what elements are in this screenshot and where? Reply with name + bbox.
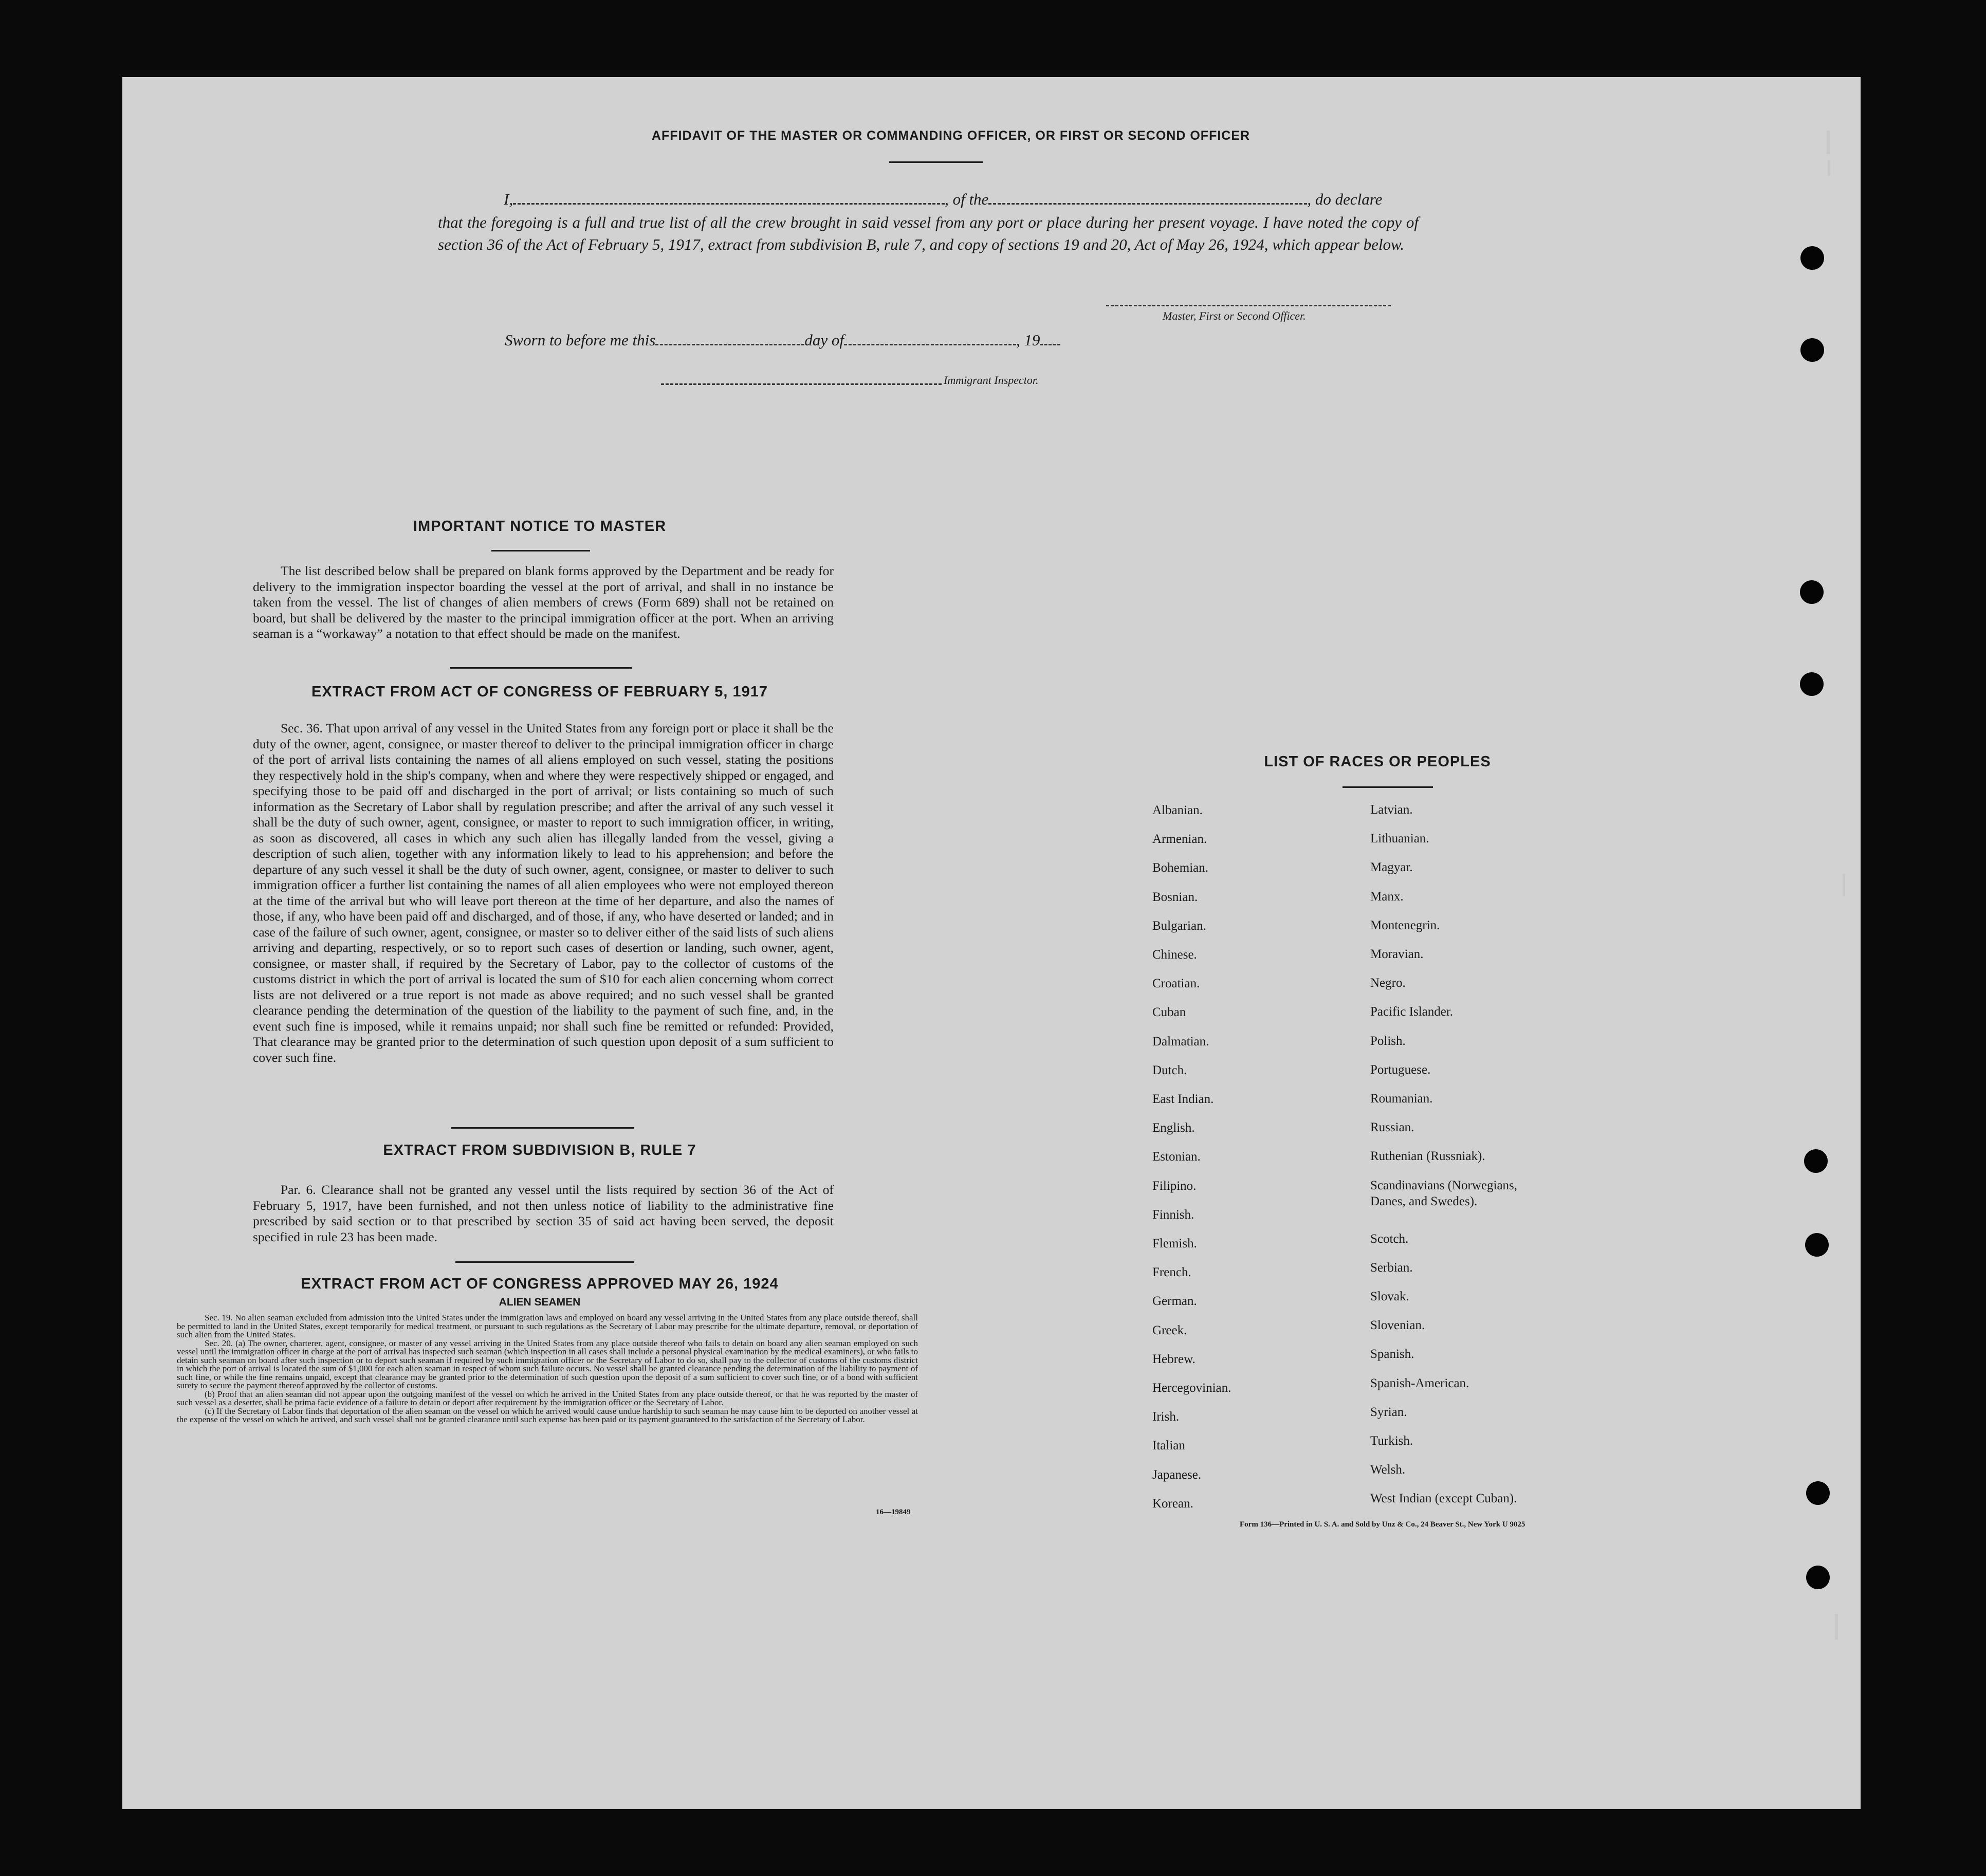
master-signature-line — [1106, 305, 1391, 306]
race-item: Lithuanian. — [1370, 832, 1429, 846]
affidavit-line-1 — [438, 188, 1419, 210]
binder-hole — [1800, 580, 1824, 604]
race-item: Flemish. — [1152, 1237, 1197, 1250]
race-item: German. — [1152, 1294, 1197, 1309]
race-item: Welsh. — [1370, 1463, 1406, 1477]
race-item: Moravian. — [1370, 947, 1424, 961]
race-item: Dalmatian. — [1152, 1034, 1209, 1049]
edge-mark — [1827, 131, 1830, 154]
act-1924-text — [177, 1314, 918, 1424]
notice-title: IMPORTANT NOTICE TO MASTER — [413, 518, 667, 535]
race-item: Finnish. — [1152, 1207, 1194, 1222]
master-signature-label: Master, First or Second Officer. — [1163, 309, 1306, 322]
race-item: Negro. — [1370, 976, 1406, 990]
section-19: Sec. 19. No alien seaman excluded from admission into the United States under the immigration laws and employed on board any vessel arriving in the United States from any place outside thereof, shall be permitted to land in the United States, except temporarily for medical treatment, or pursuant to such regulations as the Secretary of Labor may prescribe for the ultimate departure, removal, or deportation of such alien from the United States. — [177, 1313, 918, 1339]
race-item: Armenian. — [1152, 832, 1207, 847]
sworn-day-of: day of — [804, 331, 844, 349]
race-item: Turkish. — [1370, 1433, 1413, 1448]
race-item: Bohemian. — [1152, 861, 1209, 875]
race-item: Bulgarian. — [1152, 918, 1206, 933]
race-item: Syrian. — [1370, 1405, 1407, 1419]
section-20c: (c) If the Secretary of Labor finds that deportation of the alien seaman on the vessel on which he arrived would cause undue hardship to such seaman he may cause him to be deported on another vessel at the expense of the vessel on which he arrived, and such vessel shall not be granted clearance until such expense has been paid or its payment guaranteed to the satisfaction of the Secretary of Labor. — [177, 1406, 918, 1424]
notice-text: The list described below shall be prepared on blank forms approved by the Department and be ready for delivery to the immigration inspector boarding the vessel at the port of arrival, and shall in no instance be taken from the vessel. The list of changes of alien members of crews (Form 689) shall not be retained on board, but shall be delivered by the master to the principal immigration officer at the port. When an arriving seaman is a “workaway” a notation to that effect should be made on the manifest. — [253, 563, 834, 641]
year-blank — [1040, 333, 1060, 345]
race-item: Slovenian. — [1370, 1318, 1425, 1333]
race-item: Hebrew. — [1152, 1352, 1196, 1366]
section-20b: (b) Proof that an alien seaman did not appear upon the outgoing manifest of the vessel on which he arrived in the United States from any place outside thereof, or that he was reported by the master of such vessel as a deserter, shall be prima facie evidence of a failure to detain or deport after requirement by the immigration officer or the Secretary of Labor. — [177, 1389, 918, 1407]
race-item: Latvian. — [1370, 803, 1413, 817]
affidavit-heading: AFFIDAVIT OF THE MASTER OR COMMANDING OFFICER, OR FIRST OR SECOND OFFICER — [651, 128, 1251, 143]
affidavit-i: I, — [504, 190, 513, 208]
race-item: Cuban — [1152, 1005, 1186, 1020]
race-item: Magyar. — [1370, 860, 1413, 875]
inspector-signature-line — [661, 383, 942, 385]
act-1924-title: EXTRACT FROM ACT OF CONGRESS APPROVED MAY 26, 1924 — [301, 1276, 779, 1292]
race-item: Korean. — [1152, 1496, 1193, 1511]
binder-hole — [1805, 1233, 1829, 1257]
rule-7-text: Par. 6. Clearance shall not be granted any vessel until the lists required by section 36 of the Act of February 5, 1917, have been furnished, and not then unless notice of liability to the administrative fine prescribed by said section or to that prescribed by section 35 of said act having been served, the deposit specified in rule 23 has been made. — [253, 1182, 834, 1244]
rule-7-title: EXTRACT FROM SUBDIVISION B, RULE 7 — [383, 1142, 696, 1158]
sworn-prefix: Sworn to before me this — [505, 331, 656, 349]
section-20a: Sec. 20. (a) The owner, charterer, agent, consignee, or master of any vessel arriving in the United States from any place outside thereof who fails to detain on board any alien seaman employed on such vessel until the immigration officer in charge at the port of arrival has inspected such seaman (which inspection in all cases shall include a personal physical examination by the medical examiners), or who fails to detain such seaman on board after such inspection or to deport such seaman if required by such immigration officer or the Secretary of Labor to do so, shall pay to the collector of customs of the customs district in which the port of arrival is located the sum of $1,000 for each alien seaman in respect of whom such failure occurs. No vessel shall be granted clearance pending the determination of the liability to payment of such fine, or while the fine remains unpaid, except that clearance may be granted prior to the determination of such question upon the deposit of a sum sufficient to cover such fine, or of a bond with sufficient surety to secure the payment thereof approved by the collector of customs. — [177, 1338, 918, 1390]
race-item: Pacific Islander. — [1370, 1005, 1454, 1019]
race-item: West Indian (except Cuban). — [1370, 1492, 1517, 1506]
race-item: Irish. — [1152, 1410, 1180, 1424]
race-item: Filipino. — [1152, 1179, 1197, 1193]
race-item: Polish. — [1370, 1034, 1406, 1048]
day-blank — [655, 333, 804, 345]
race-item: Croatian. — [1152, 977, 1200, 991]
race-item: East Indian. — [1152, 1092, 1214, 1106]
section-rule — [450, 667, 632, 669]
race-item: English. — [1152, 1121, 1195, 1135]
race-item: Serbian. — [1370, 1260, 1413, 1275]
race-item: Manx. — [1370, 889, 1404, 904]
section-rule — [451, 1127, 634, 1129]
race-item: Estonian. — [1152, 1150, 1201, 1164]
race-item: Bosnian. — [1152, 890, 1198, 904]
affidavit-body: that the foregoing is a full and true list of all the crew brought in said vessel from any port or place during her present voyage. I have noted the copy of section 36 of the Act of February 5, 1917, extract from subdivision B, rule 7, and copy of sections 19 and 20, Act of May 26, 1924, which appear below. — [438, 213, 1419, 253]
act-1917-title: EXTRACT FROM ACT OF CONGRESS OF FEBRUARY 5, 1917 — [311, 684, 768, 700]
race-item: Spanish-American. — [1370, 1376, 1469, 1390]
race-item: Ruthenian (Russniak). — [1370, 1149, 1485, 1164]
races-rule — [1343, 786, 1433, 788]
race-item: Portuguese. — [1370, 1062, 1431, 1077]
race-item: Greek. — [1152, 1323, 1187, 1337]
race-item: Scandinavians (Norwegians, — [1370, 1178, 1518, 1192]
binder-hole — [1800, 672, 1824, 696]
race-item: Scotch. — [1370, 1231, 1409, 1246]
race-item: Montenegrin. — [1370, 918, 1440, 932]
print-code: 16—19849 — [876, 1508, 911, 1516]
edge-mark — [1835, 1614, 1838, 1640]
edge-mark — [1843, 874, 1845, 896]
act-1924-subtitle: ALIEN SEAMEN — [499, 1296, 581, 1308]
binder-hole — [1806, 1566, 1830, 1589]
act-1917-text: Sec. 36. That upon arrival of any vessel in the United States from any foreign port or place it shall be the duty of the owner, agent, consignee, or master thereof to deliver to the principal immigration officer in charge of the port of arrival lists containing the names of all aliens employed on such vessel, stating the positions they respectively hold in the ship's company, when and where they were respectively shipped or engaged, and specifying those to be paid off and discharged in the port of arrival; or lists containing so much of such information as the Secretary of Labor shall by regulation prescribe; and after the arrival of any such vessel it shall be the duty of such owner, agent, consignee, or master to report to such immigration officer, in writing, as soon as discovered, all cases in which any such alien has illegally landed from the vessel, giving a description of such alien, together with any information likely to lead to his apprehension; and before the departure of any such vessel it shall be the duty of such owner, agent, consignee, or master to deliver to such immigration officer a further list containing the names of all alien employees who were not employed thereon at the time of the arrival but who will leave port thereon at the time of her departure, and also the names of those, if any, who have been paid off and discharged, and of those, if any, who have deserted or landed; and in case of the failure of such owner, agent, consignee, or master so to deliver either of the said lists of such aliens arriving and departing, respectively, or so to report such cases of desertion or landing, such owner, agent, consignee, or master shall, if required by the Secretary of Labor, pay to the collector of customs of the customs district in which the port of arrival is located the sum of $10 for each alien concerning whom correct lists are not delivered or a true report is not made as above required; and no such vessel shall be granted clearance pending the determination of the question of the liability to the payment of such fine, and, in the event such fine is imposed, while it remains unpaid; nor shall such fine be remitted or refunded: Provided, That clearance may be granted prior to the determination of such question upon deposit of a sum sufficient to cover such fine. — [253, 721, 834, 1065]
vessel-blank — [988, 192, 1307, 205]
race-item: Roumanian. — [1370, 1092, 1433, 1106]
binder-hole — [1800, 338, 1824, 362]
form-note: Form 136—Printed in U. S. A. and Sold by Unz & Co., 24 Beaver St., New York U 9025 — [1240, 1520, 1525, 1529]
race-item: Italian — [1152, 1439, 1185, 1453]
affidavit-declare: , do declare — [1307, 190, 1383, 208]
binder-hole — [1806, 1481, 1830, 1505]
affidavit-of-the: , of the — [945, 190, 989, 208]
sworn-line — [505, 329, 1060, 351]
edge-mark — [1828, 160, 1830, 176]
name-blank — [513, 192, 945, 205]
race-item: Slovak. — [1370, 1289, 1409, 1303]
notice-rule — [491, 550, 590, 551]
race-item: Hercegovinian. — [1152, 1381, 1231, 1395]
binder-hole — [1800, 246, 1824, 270]
race-item: Danes, and Swedes). — [1370, 1194, 1478, 1208]
inspector-signature-label: Immigrant Inspector. — [944, 374, 1039, 387]
race-item: Dutch. — [1152, 1063, 1187, 1077]
race-item: Albanian. — [1152, 803, 1203, 817]
heading-rule — [889, 161, 983, 163]
race-item: Chinese. — [1152, 948, 1197, 962]
race-item: Spanish. — [1370, 1347, 1414, 1362]
sworn-year: , 19 — [1016, 331, 1040, 349]
race-item: French. — [1152, 1265, 1191, 1280]
binder-hole — [1804, 1149, 1828, 1173]
month-blank — [844, 333, 1016, 345]
race-item: Japanese. — [1152, 1467, 1202, 1482]
races-title: LIST OF RACES OR PEOPLES — [1264, 753, 1491, 770]
race-item: Russian. — [1370, 1120, 1414, 1135]
section-rule — [455, 1261, 634, 1263]
